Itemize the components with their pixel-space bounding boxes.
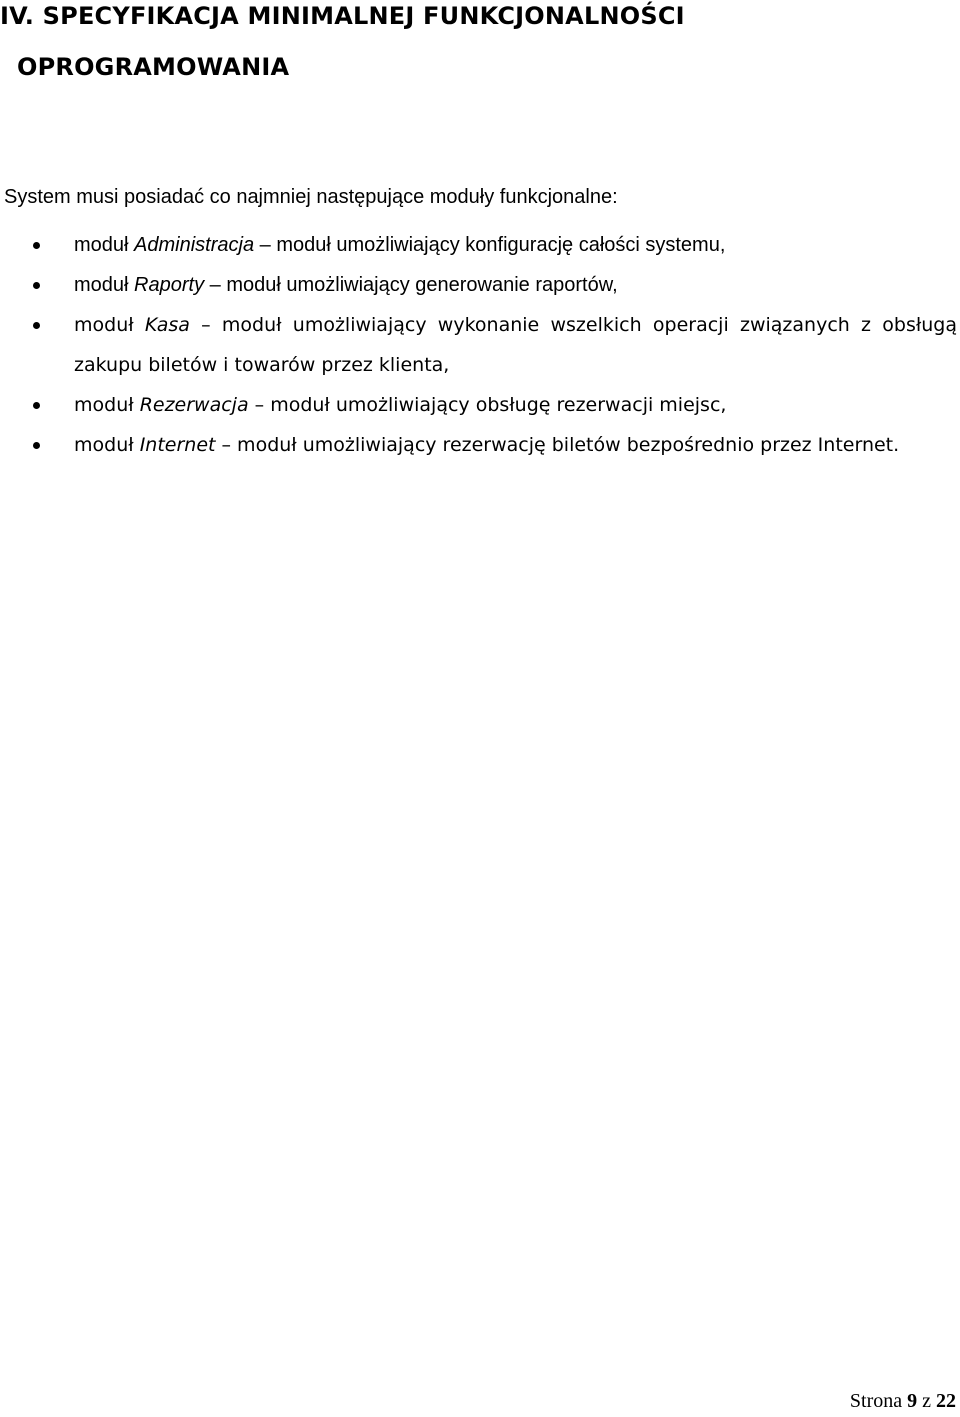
module-prefix: moduł bbox=[74, 314, 134, 336]
list-item-kasa bbox=[0, 305, 960, 385]
section-title-line-2: OPROGRAMOWANIA bbox=[17, 53, 290, 81]
list-item-administracja bbox=[0, 225, 960, 265]
module-prefix: moduł bbox=[74, 234, 129, 256]
bullet-icon bbox=[33, 402, 40, 409]
bullet-icon bbox=[33, 282, 40, 289]
module-description: – moduł umożliwiający rezerwację biletów bezpośrednio przez Internet. bbox=[221, 434, 900, 456]
list-item-internet bbox=[0, 425, 960, 465]
module-description: – moduł umożliwiający wykonanie wszelkich operacji związanych z obsługą zakupu biletów i towarów przez klienta, bbox=[74, 314, 958, 376]
module-description: – moduł umożliwiający generowanie raportów, bbox=[209, 274, 618, 296]
module-name: Kasa bbox=[144, 314, 190, 336]
module-prefix: moduł bbox=[74, 394, 134, 416]
module-description: – moduł umożliwiający obsługę rezerwacji miejsc, bbox=[254, 394, 727, 416]
page-number: 9 bbox=[907, 1390, 918, 1412]
page-label: Strona bbox=[849, 1390, 903, 1412]
page-separator: z bbox=[922, 1390, 931, 1412]
module-name: Internet bbox=[139, 434, 216, 456]
module-name: Administracja bbox=[134, 234, 255, 256]
bullet-icon bbox=[33, 242, 40, 249]
module-description: – moduł umożliwiający konfigurację całości systemu, bbox=[259, 234, 726, 256]
module-name: Raporty bbox=[134, 274, 205, 296]
intro-paragraph: System musi posiadać co najmniej następujące moduły funkcjonalne: bbox=[4, 186, 618, 208]
module-list bbox=[0, 225, 960, 465]
bullet-icon bbox=[33, 322, 40, 329]
module-prefix: moduł bbox=[74, 434, 134, 456]
list-item-raporty bbox=[0, 265, 960, 305]
section-title-line-1: IV. SPECYFIKACJA MINIMALNEJ FUNKCJONALNOŚCI bbox=[0, 2, 685, 30]
module-name: Rezerwacja bbox=[139, 394, 249, 416]
page-total: 22 bbox=[936, 1390, 956, 1412]
list-item-rezerwacja bbox=[0, 385, 960, 425]
module-prefix: moduł bbox=[74, 274, 129, 296]
bullet-icon bbox=[33, 442, 40, 449]
page-footer bbox=[850, 1390, 956, 1413]
